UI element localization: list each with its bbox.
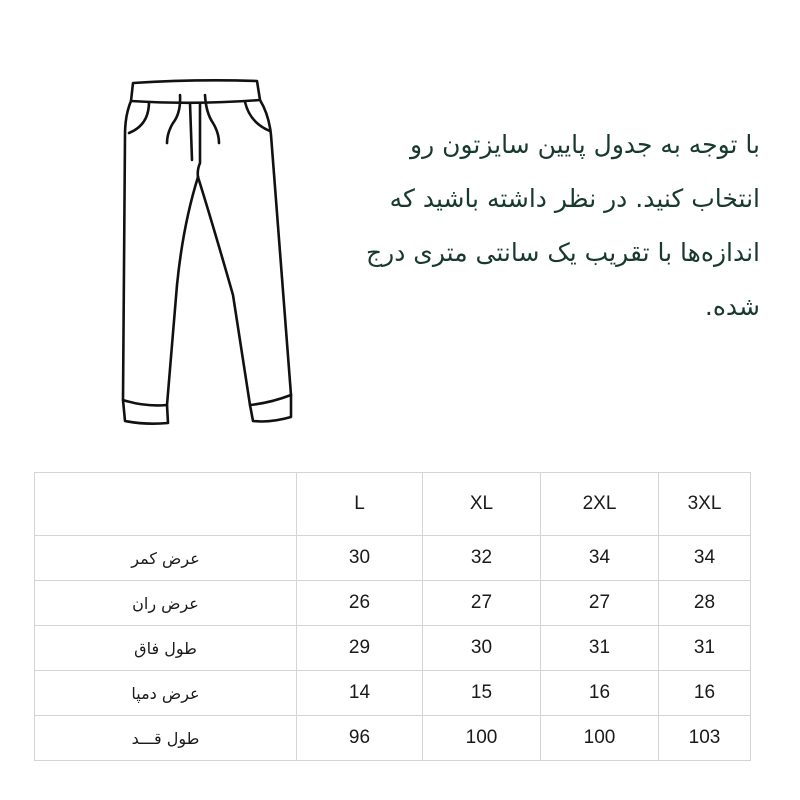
- row-label: طول فاق: [35, 626, 297, 671]
- table-row: [35, 536, 751, 581]
- cell-value: 34: [541, 536, 659, 581]
- cell-value: 31: [541, 626, 659, 671]
- cell-value: 16: [541, 671, 659, 716]
- header-corner-cell: [35, 473, 297, 536]
- row-label: عرض ران: [35, 581, 297, 626]
- pants-illustration: [105, 75, 315, 430]
- cell-value: 96: [297, 716, 423, 761]
- cell-value: 15: [423, 671, 541, 716]
- cell-value: 103: [659, 716, 751, 761]
- size-table: [34, 472, 751, 761]
- header-size-2xl: 2XL: [541, 473, 659, 536]
- row-label: طول قـــد: [35, 716, 297, 761]
- header-size-3xl: 3XL: [659, 473, 751, 536]
- size-guide-intro: با توجه به جدول پایین سایزتون رو انتخاب کنید. در نظر داشته باشید که اندازه‌ها با تقریب یک سانتی متری درج شده.: [366, 130, 760, 321]
- table-row: [35, 716, 751, 761]
- table-row: [35, 581, 751, 626]
- cell-value: 28: [659, 581, 751, 626]
- cell-value: 16: [659, 671, 751, 716]
- cell-value: 31: [659, 626, 751, 671]
- table-row: [35, 626, 751, 671]
- header-size-xl: XL: [423, 473, 541, 536]
- cell-value: 30: [423, 626, 541, 671]
- row-label: عرض دمپا: [35, 671, 297, 716]
- cell-value: 34: [659, 536, 751, 581]
- pants-icon: [105, 75, 315, 430]
- header-size-l: L: [297, 473, 423, 536]
- cell-value: 29: [297, 626, 423, 671]
- table-row: [35, 671, 751, 716]
- cell-value: 32: [423, 536, 541, 581]
- cell-value: 27: [423, 581, 541, 626]
- row-label: عرض کمر: [35, 536, 297, 581]
- cell-value: 100: [541, 716, 659, 761]
- cell-value: 27: [541, 581, 659, 626]
- table-header-row: [35, 473, 751, 536]
- cell-value: 100: [423, 716, 541, 761]
- cell-value: 30: [297, 536, 423, 581]
- cell-value: 26: [297, 581, 423, 626]
- cell-value: 14: [297, 671, 423, 716]
